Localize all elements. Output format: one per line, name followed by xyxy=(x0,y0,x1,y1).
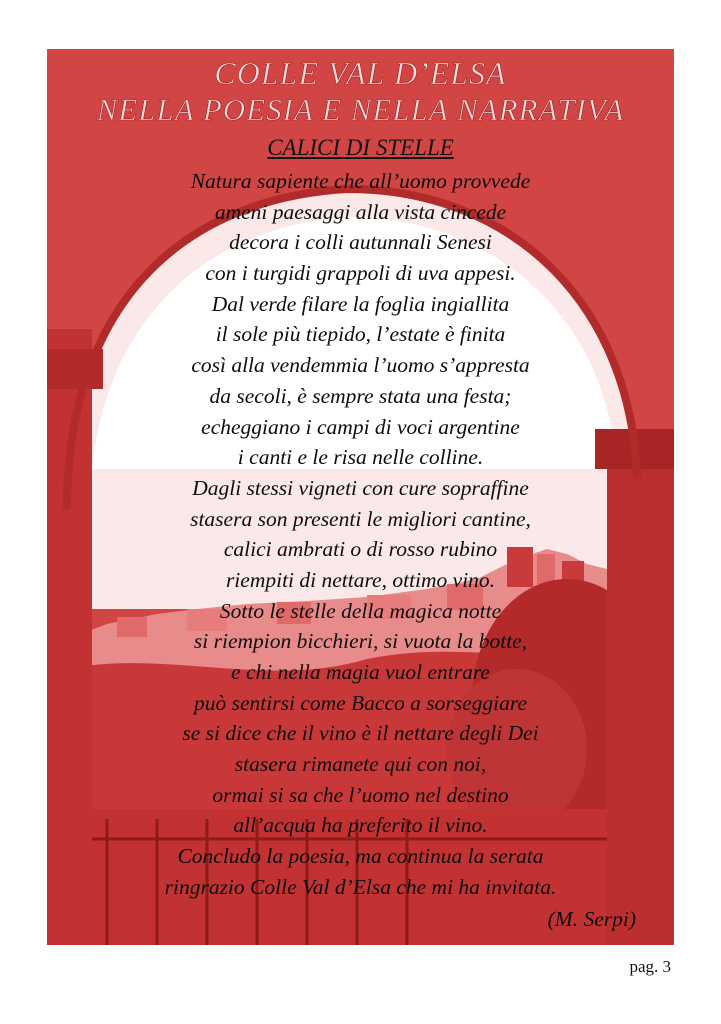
poem-line: stasera rimanete qui con noi, xyxy=(234,752,487,777)
poem-line: si riempion bicchieri, si vuota la botte, xyxy=(193,629,528,654)
poem-line: Dal verde filare la foglia ingiallita xyxy=(211,291,510,316)
poem-line: Concludo la poesia, ma continua la serata xyxy=(177,844,544,869)
page-title-line-2: NELLA POESIA E NELLA NARRATIVA xyxy=(96,92,625,127)
illustrated-page-panel xyxy=(47,49,674,945)
poem-line: se si dice che il vino è il nettare degli Dei xyxy=(182,721,539,746)
poem-line: Dagli stessi vigneti con cure sopraffine xyxy=(192,475,529,500)
poem-line: decora i colli autunnali Senesi xyxy=(229,230,492,255)
page-title-line-1: COLLE VAL D’ELSA xyxy=(214,55,507,91)
poem-line: Natura sapiente che all’uomo provvede xyxy=(190,169,531,193)
poem-line: da secoli, è sempre stata una festa; xyxy=(209,383,512,408)
poem-line: Sotto le stelle della magica notte xyxy=(219,598,502,623)
poem-text xyxy=(47,166,674,903)
poem-title: CALICI DI STELLE xyxy=(267,135,454,160)
poem-author: (M. Serpi) xyxy=(547,907,636,931)
poem-line: così alla vendemmia l’uomo s’appresta xyxy=(191,353,530,378)
poem-line: calici ambrati o di rosso rubino xyxy=(223,537,498,562)
poem-line: con i turgidi grappoli di uva appesi. xyxy=(205,261,516,286)
poem-line: riempiti di nettare, ottimo vino. xyxy=(225,567,496,592)
poem-line: e chi nella magia vuol entrare xyxy=(231,660,490,684)
poem-line: il sole più tiepido, l’estate è finita xyxy=(215,322,506,347)
poem-line: ormai si sa che l’uomo nel destino xyxy=(212,782,509,807)
poem-line: i canti e le risa nelle colline. xyxy=(237,445,484,470)
poem-line: all’acqua ha preferito il vino. xyxy=(233,813,488,838)
poem-line: ringrazio Colle Val d’Elsa che mi ha invitata. xyxy=(164,874,557,899)
poem-line: echeggiano i campi di voci argentine xyxy=(201,414,520,439)
poem-line: ameni paesaggi alla vista cincede xyxy=(214,199,507,224)
poem-line: può sentirsi come Bacco a sorseggiare xyxy=(194,690,527,715)
page-number: pag. 3 xyxy=(629,957,671,976)
poem-line: stasera son presenti le migliori cantine, xyxy=(190,506,531,531)
